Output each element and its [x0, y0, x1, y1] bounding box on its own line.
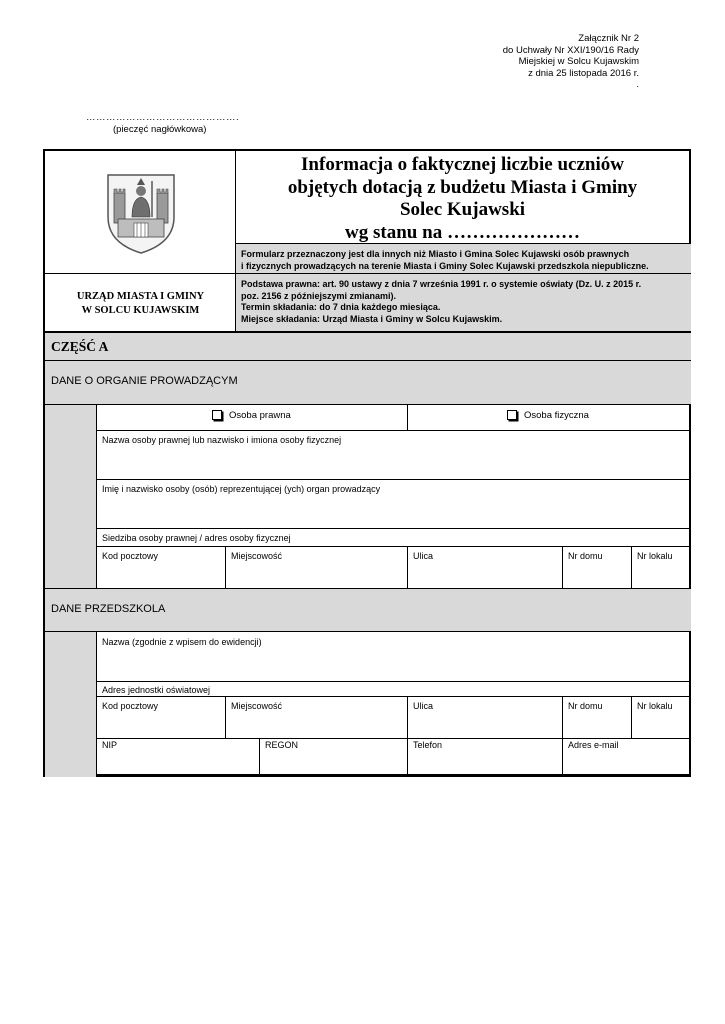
rule [96, 696, 691, 697]
email-field[interactable]: Adres e-mail [568, 740, 619, 750]
regon-field[interactable]: REGON [265, 740, 299, 750]
rule [96, 632, 97, 777]
legal-line-2: poz. 2156 z późniejszymi zmianami). [241, 290, 397, 301]
legal-person-checkbox[interactable] [212, 410, 222, 420]
legal-line-4: Miejsce składania: Urząd Miasta i Gminy w Solcu Kujawskim. [241, 313, 503, 324]
kg-street-field[interactable]: Ulica [413, 701, 434, 711]
representative-field[interactable]: Imię i nazwisko osoby (osób) reprezentującej (ych) organ prowadzący [102, 484, 381, 494]
rule [45, 631, 691, 632]
kindergarten-name-field[interactable]: Nazwa (zgodnie z wpisem do ewidencji) [102, 637, 262, 647]
section-kindergarten: DANE PRZEDSZKOLA [51, 603, 166, 615]
rule [407, 738, 408, 777]
stamp-label: (pieczęć nagłówkowa) [113, 124, 207, 135]
title-line-1: Informacja o faktycznej liczbie uczniów [301, 154, 624, 175]
rule [225, 696, 226, 739]
natural-person-label: Osoba fizyczna [524, 410, 589, 421]
coat-of-arms-icon [104, 171, 178, 255]
title-line-2: objętych dotacją z budżetu Miasta i Gminy [287, 176, 638, 198]
office-line-2: W SOLCU KUJAWSKIM [81, 305, 200, 316]
owner-name-field[interactable]: Nazwa osoby prawnej lub nazwisko i imiona osoby fizycznej [102, 435, 342, 445]
rule [96, 546, 691, 547]
rule [45, 588, 691, 589]
form-title [235, 154, 690, 244]
rule [96, 430, 691, 431]
legal-line-3: Termin składania: do 7 dnia każdego miesiąca. [241, 302, 441, 312]
rule [562, 546, 563, 589]
annex-line-5: . [636, 79, 639, 90]
rule [96, 404, 97, 589]
rule [407, 404, 408, 430]
annex-line-1: Załącznik Nr 2 [578, 33, 639, 44]
kg-postal-code-field[interactable]: Kod pocztowy [102, 701, 159, 711]
header-divider [235, 151, 236, 332]
rule [45, 331, 691, 333]
annex-line-4: z dnia 25 listopada 2016 r. [528, 67, 639, 79]
left-gutter-2 [45, 632, 96, 777]
owner-address-label: Siedziba osoby prawnej / adres osoby fizycznej [102, 533, 291, 543]
part-a-bg [45, 332, 691, 405]
rule [45, 404, 691, 405]
office-line-1: URZĄD MIASTA I GMINY [76, 291, 205, 302]
kindergarten-address-label: Adres jednostki oświatowej [102, 685, 211, 695]
rule [96, 681, 691, 682]
rule [259, 738, 260, 777]
rule [562, 738, 563, 777]
section-governing-body: DANE O ORGANIE PROWADZĄCYM [51, 375, 238, 387]
title-line-3: Solec Kujawski [399, 199, 526, 220]
rule [407, 546, 408, 589]
rule [562, 696, 563, 739]
rule [45, 360, 691, 361]
legal-line-1: Podstawa prawna: art. 90 ustawy z dnia 7 września 1991 r. o systemie oświaty (Dz. U. z 2015 r. [241, 279, 642, 289]
natural-person-option[interactable] [507, 410, 589, 421]
rule [96, 528, 691, 529]
purpose-line-1: Formularz przeznaczony jest dla innych niż Miasto i Gmina Solec Kujawski osób prawnych [241, 249, 630, 259]
phone-field[interactable]: Telefon [413, 740, 443, 750]
title-line-4: wg stanu na ………………… [345, 221, 580, 243]
form-purpose [241, 248, 691, 272]
owner-city-field[interactable]: Miejscowość [231, 551, 283, 561]
owner-street-field[interactable]: Ulica [413, 551, 434, 561]
part-a-title: CZĘŚĆ A [51, 339, 109, 354]
office-name [48, 290, 233, 318]
annex-note [503, 33, 639, 91]
rule [45, 273, 691, 274]
rule [631, 696, 632, 739]
nip-field[interactable]: NIP [102, 740, 118, 750]
rule [631, 546, 632, 589]
rule [407, 696, 408, 739]
left-gutter-1 [45, 405, 96, 589]
legal-person-option[interactable] [212, 410, 291, 421]
legal-person-label: Osoba prawna [229, 410, 291, 421]
legal-basis [241, 279, 691, 325]
natural-person-checkbox[interactable] [507, 410, 517, 420]
annex-line-3: Miejskiej w Solcu Kujawskim [518, 56, 639, 67]
owner-apt-no-field[interactable]: Nr lokalu [637, 551, 673, 561]
owner-postal-code-field[interactable]: Kod pocztowy [102, 551, 159, 561]
kg-apt-no-field[interactable]: Nr lokalu [637, 701, 673, 711]
rule [225, 546, 226, 589]
annex-line-2: do Uchwały Nr XXI/190/16 Rady [502, 44, 639, 56]
rule [96, 479, 691, 480]
rule [96, 738, 691, 739]
owner-house-no-field[interactable]: Nr domu [568, 551, 603, 561]
kg-city-field[interactable]: Miejscowość [231, 701, 283, 711]
stamp-dots: ………………………………………. [86, 112, 240, 123]
form [43, 149, 691, 777]
purpose-line-2: i fizycznych prowadzących na terenie Miasta i Gminy Solec Kujawski przedszkola niepubliczne. [241, 261, 649, 271]
rule [235, 243, 691, 244]
kg-house-no-field[interactable]: Nr domu [568, 701, 603, 711]
